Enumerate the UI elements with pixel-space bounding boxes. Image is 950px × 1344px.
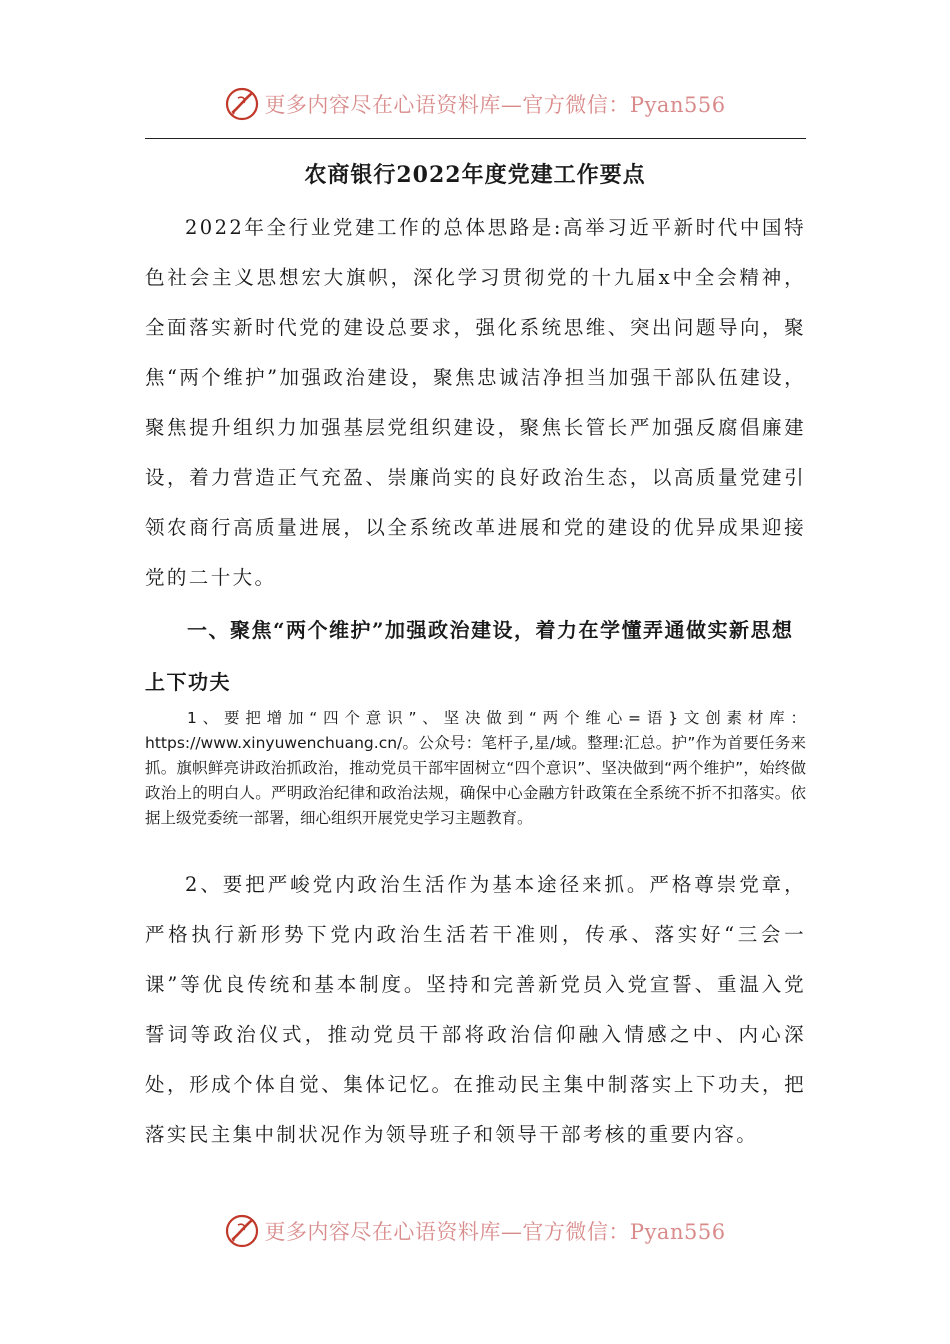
footer-banner [0, 1211, 950, 1251]
item-paragraph-1: 1、要把增加“四个意识”、坚决做到“两个维心=语}文创素材库：https://www.xinyuwenchuang.cn/。公众号：笔杆子,星/域。整理:汇总。护”作为首要任务来抓。旗帜鲜亮讲政治抓政治，推动党员干部牢固树立“四个意识”、坚决做到“两个维护”，始终做政治上的明白人。严明政治纪律和政治法规，确保中心金融方针政策在全系统不折不扣落实。依据上级党委统一部署，细心组织开展党史学习主题教育。 [145, 709, 806, 827]
section-heading-1: 一、聚焦“两个维护”加强政治建设，着力在学懂弄通做实新思想上下功夫 [145, 618, 794, 694]
intro-paragraph: 2022年全行业党建工作的总体思路是:高举习近平新时代中国特色社会主义思想宏大旗帜，深化学习贯彻党的十九届x中全会精神，全面落实新时代党的建设总要求，强化系统思维、突出问题导向，聚焦“两个维护”加强政治建设，聚焦忠诚洁净担当加强干部队伍建设，聚焦提升组织力加强基层党组织建设，聚焦长管长严加强反腐倡廉建设，着力营造正气充盈、崇廉尚实的良好政治生态，以高质量党建引领农商行高质量进展，以全系统改革进展和党的建设的优异成果迎接党的二十大。 [145, 216, 806, 589]
header-divider [145, 138, 806, 139]
banner-text: 更多内容尽在心语资料库—官方微信：Pyan556 [264, 1220, 726, 1244]
header-banner [0, 84, 950, 124]
item-paragraph-2: 2、要把严峻党内政治生活作为基本途径来抓。严格尊崇党章，严格执行新形势下党内政治生活若干准则，传承、落实好“三会一课”等优良传统和基本制度。坚持和完善新党员入党宣誓、重温入党誓词等政治仪式，推动党员干部将政治信仰融入情感之中、内心深处，形成个体自觉、集体记忆。在推动民主集中制落实上下功夫，把落实民主集中制状况作为领导班子和领导干部考核的重要内容。 [145, 873, 806, 1146]
document-title: 农商银行2022年度党建工作要点 [304, 162, 646, 188]
pen-logo-icon [224, 1213, 260, 1249]
banner-text: 更多内容尽在心语资料库—官方微信：Pyan556 [264, 93, 726, 117]
pen-logo-icon [224, 86, 260, 122]
